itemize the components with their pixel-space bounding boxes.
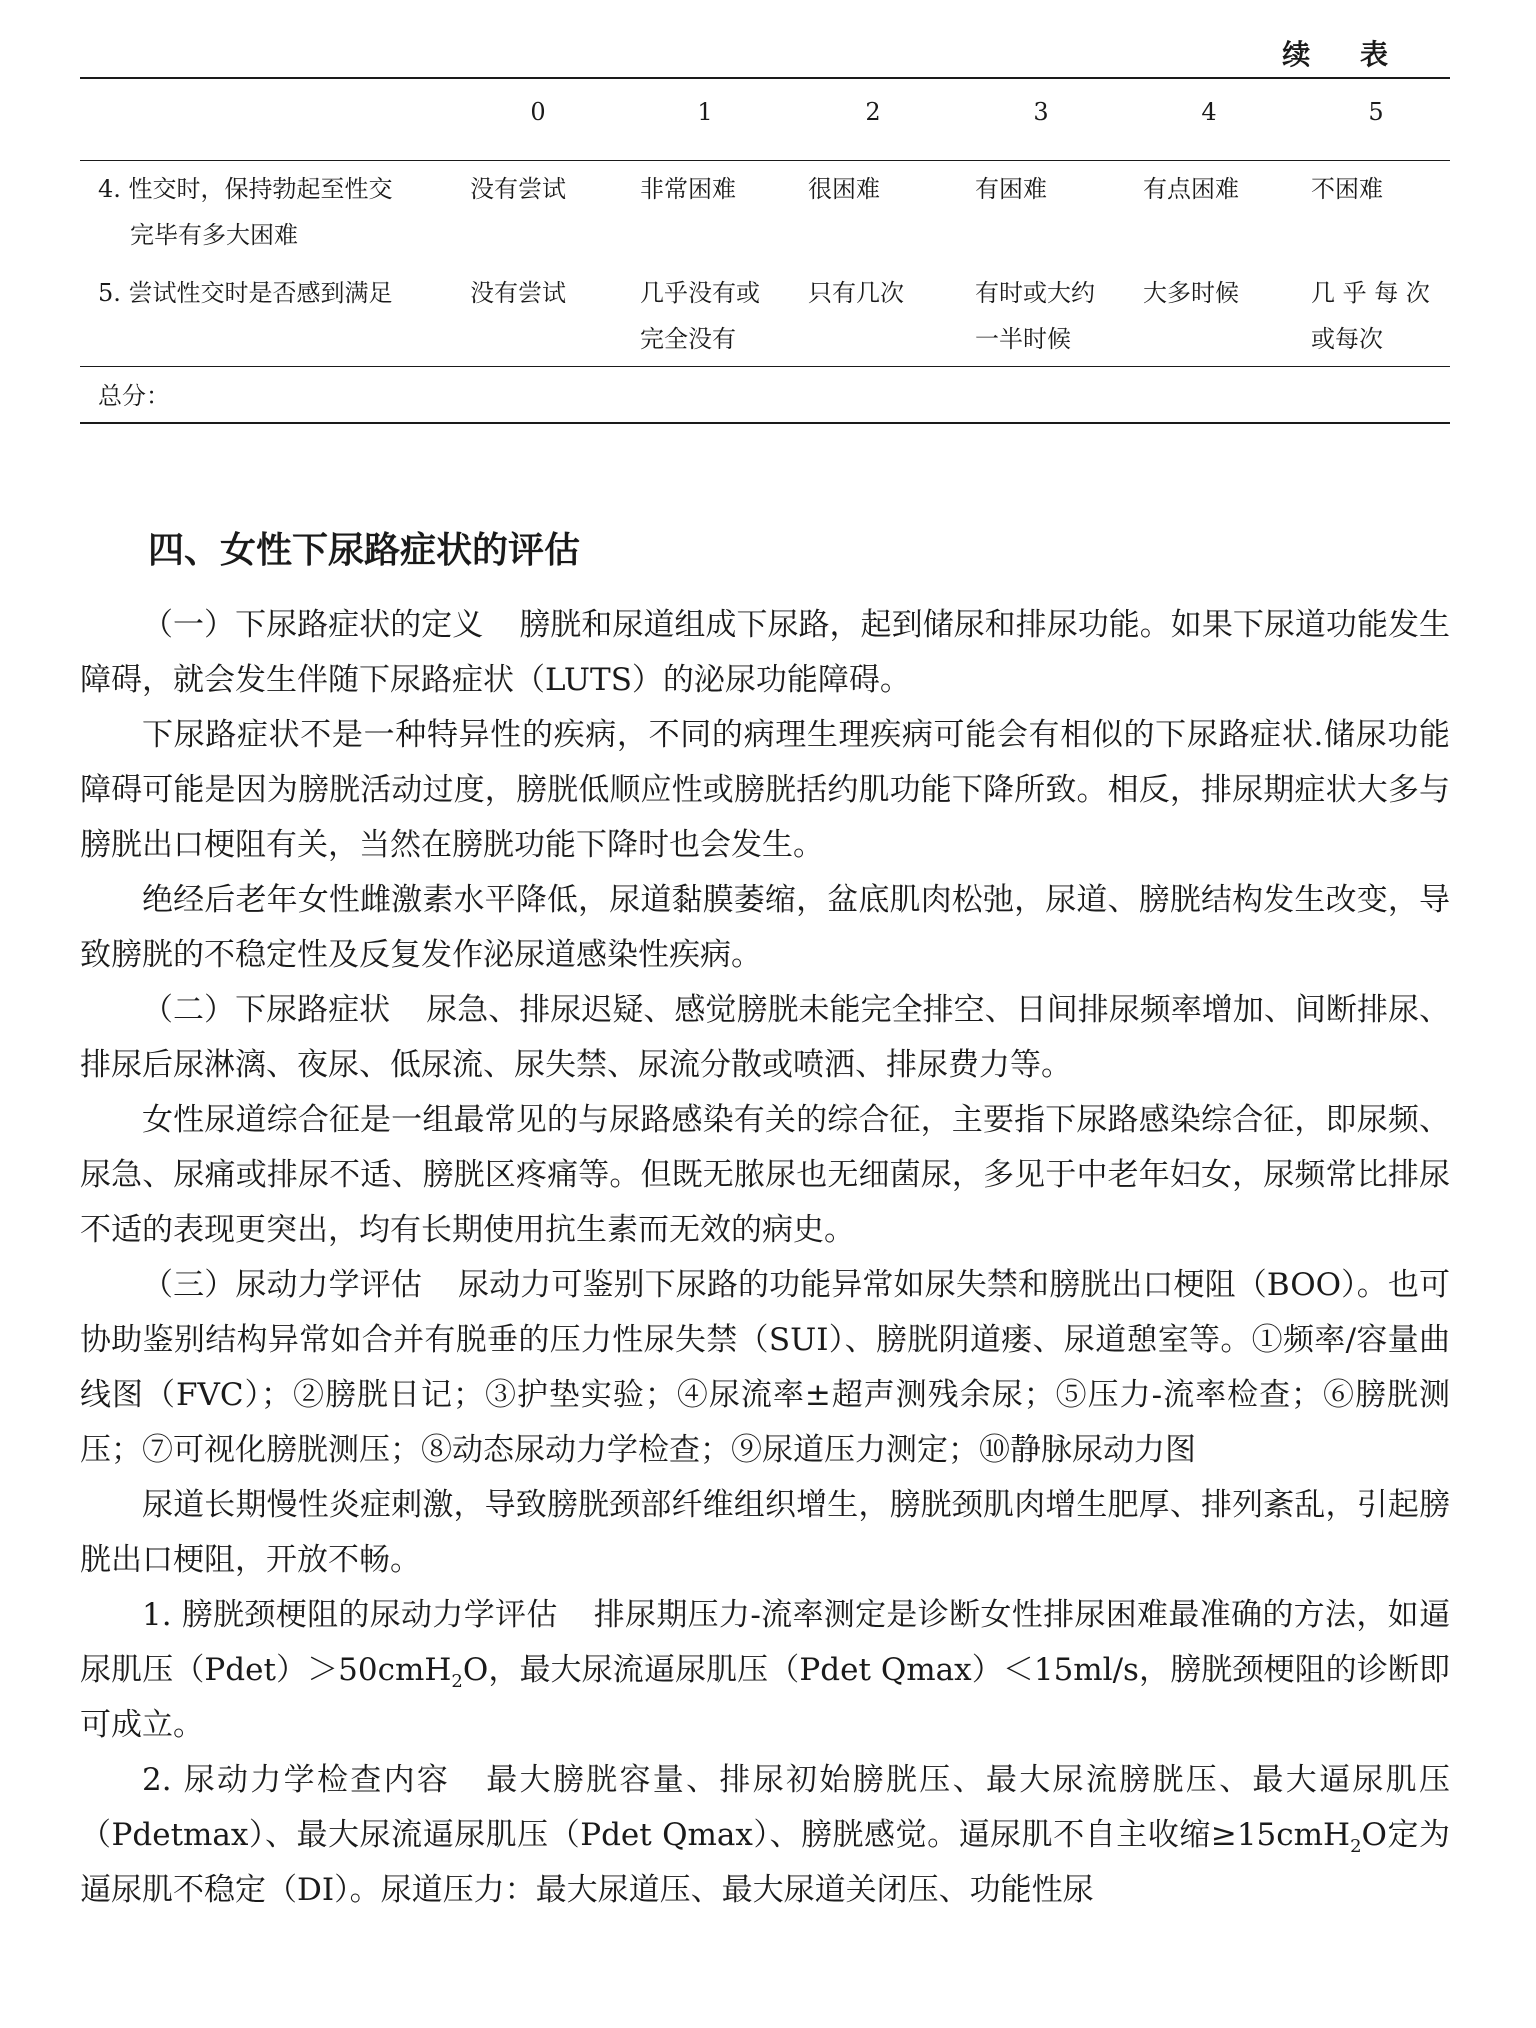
q4-option-4: 有点困难 (1143, 175, 1239, 203)
paragraph-1-heading: （一）下尿路症状的定义 (142, 607, 484, 643)
paragraph-8-text-a: 排尿期压力-流率测定是诊断女性排尿困难最准确的方法，如逼尿肌压（Pdet）＞50cmH (80, 1597, 1450, 1688)
score-header-5: 5 (1368, 98, 1384, 126)
q4-option-1: 非常困难 (640, 175, 736, 203)
score-header-4: 4 (1201, 98, 1217, 126)
paragraph-4-text: 尿急、排尿迟疑、感觉膀胱未能完全排空、日间排尿频率增加、间断排尿、排尿后尿淋漓、夜尿、低尿流、尿失禁、尿流分散或喷洒、排尿费力等。 (80, 992, 1450, 1083)
table-header-rule (80, 160, 1450, 161)
paragraph-9 (80, 1753, 1450, 1918)
score-header-3: 3 (1033, 98, 1049, 126)
section-title: 四、女性下尿路症状的评估 (148, 530, 581, 571)
q5-option-3-line2: 一半时候 (975, 325, 1071, 353)
paragraph-4 (80, 983, 1450, 1093)
table-bottom-rule (80, 422, 1450, 424)
q5-option-5-line2: 或每次 (1311, 325, 1383, 353)
q4-option-3: 有困难 (975, 175, 1047, 203)
paragraph-3: 绝经后老年女性雌激素水平降低，尿道黏膜萎缩，盆底肌肉松弛，尿道、膀胱结构发生改变，导致膀胱的不稳定性及反复发作泌尿道感染性疾病。 (80, 882, 1450, 973)
score-header-0: 0 (530, 98, 546, 126)
continued-table-label: 续 表 (1282, 38, 1408, 71)
body-text (80, 598, 1450, 1918)
q4-option-5: 不困难 (1311, 175, 1383, 203)
paragraph-1 (80, 598, 1450, 708)
q5-option-0: 没有尝试 (470, 279, 566, 307)
paragraph-9-text-b: O定为逼尿肌不稳定（DI）。尿道压力：最大尿道压、最大尿道关闭压、功能性尿 (80, 1817, 1450, 1908)
paragraph-8-heading: 1. 膀胱颈梗阻的尿动力学评估 (142, 1597, 558, 1633)
q5-option-1-line2: 完全没有 (640, 325, 736, 353)
score-header-2: 2 (865, 98, 881, 126)
table-top-rule (80, 77, 1450, 79)
paragraph-2: 下尿路症状不是一种特异性的疾病，不同的病理生理疾病可能会有相似的下尿路症状.储尿功能障碍可能是因为膀胱活动过度，膀胱低顺应性或膀胱括约肌功能下降所致。相反，排尿期症状大多与膀胱出口梗阻有关，当然在膀胱功能下降时也会发生。 (80, 717, 1450, 863)
paragraph-1-text: 膀胱和尿道组成下尿路，起到储尿和排尿功能。如果下尿道功能发生障碍，就会发生伴随下尿路症状（LUTS）的泌尿功能障碍。 (80, 607, 1451, 698)
paragraph-9-subscript: 2 (1350, 1836, 1362, 1858)
question-4-line1: 4. 性交时，保持勃起至性交 (98, 175, 393, 203)
paragraph-6-text: 尿动力可鉴别下尿路的功能异常如尿失禁和膀胱出口梗阻（BOO）。也可协助鉴别结构异常如合并有脱垂的压力性尿失禁（SUI）、膀胱阴道瘘、尿道憩室等。①频率/容量曲线图（FVC）；②膀胱日记；③护垫实验；④尿流率±超声测残余尿；⑤压力-流率检查；⑥膀胱测压；⑦可视化膀胱测压；⑧动态尿动力学检查；⑨尿道压力测定；⑩静脉尿动力图 (80, 1267, 1450, 1468)
table-body-rule (80, 366, 1450, 367)
paragraph-8 (80, 1588, 1450, 1753)
paragraph-9-text-a: 最大膀胱容量、排尿初始膀胱压、最大尿流膀胱压、最大逼尿肌压（Pdetmax）、最大尿流逼尿肌压（Pdet Qmax）、膀胱感觉。逼尿肌不自主收缩≥15cmH (80, 1762, 1450, 1853)
q4-option-2: 很困难 (808, 175, 880, 203)
paragraph-9-heading: 2. 尿动力学检查内容 (142, 1762, 451, 1798)
paragraph-5: 女性尿道综合征是一组最常见的与尿路感染有关的综合征，主要指下尿路感染综合征，即尿频、尿急、尿痛或排尿不适、膀胱区疼痛等。但既无脓尿也无细菌尿，多见于中老年妇女，尿频常比排尿不适的表现更突出，均有长期使用抗生素而无效的病史。 (80, 1102, 1450, 1248)
q5-option-3-line1: 有时或大约 (975, 279, 1095, 307)
total-score-label: 总分： (98, 382, 170, 410)
paragraph-6-heading: （三）尿动力学评估 (142, 1267, 422, 1303)
paragraph-7: 尿道长期慢性炎症刺激，导致膀胱颈部纤维组织增生，膀胱颈肌肉增生肥厚、排列紊乱，引起膀胱出口梗阻，开放不畅。 (80, 1487, 1450, 1578)
score-header-1: 1 (697, 98, 713, 126)
paragraph-8-text-b: O，最大尿流逼尿肌压（Pdet Qmax）＜15ml/s，膀胱颈梗阻的诊断即可成立。 (80, 1652, 1450, 1743)
q5-option-4: 大多时候 (1143, 279, 1239, 307)
q5-option-1-line1: 几乎没有或 (640, 279, 760, 307)
question-5-line1: 5. 尝试性交时是否感到满足 (98, 279, 393, 307)
q5-option-2: 只有几次 (808, 279, 904, 307)
paragraph-4-heading: （二）下尿路症状 (142, 992, 391, 1028)
paragraph-8-subscript: 2 (451, 1671, 463, 1693)
question-4-line2: 完毕有多大困难 (130, 221, 298, 249)
q5-option-5-line1: 几 乎 每 次 (1311, 279, 1430, 307)
q4-option-0: 没有尝试 (470, 175, 566, 203)
paragraph-6 (80, 1258, 1450, 1478)
